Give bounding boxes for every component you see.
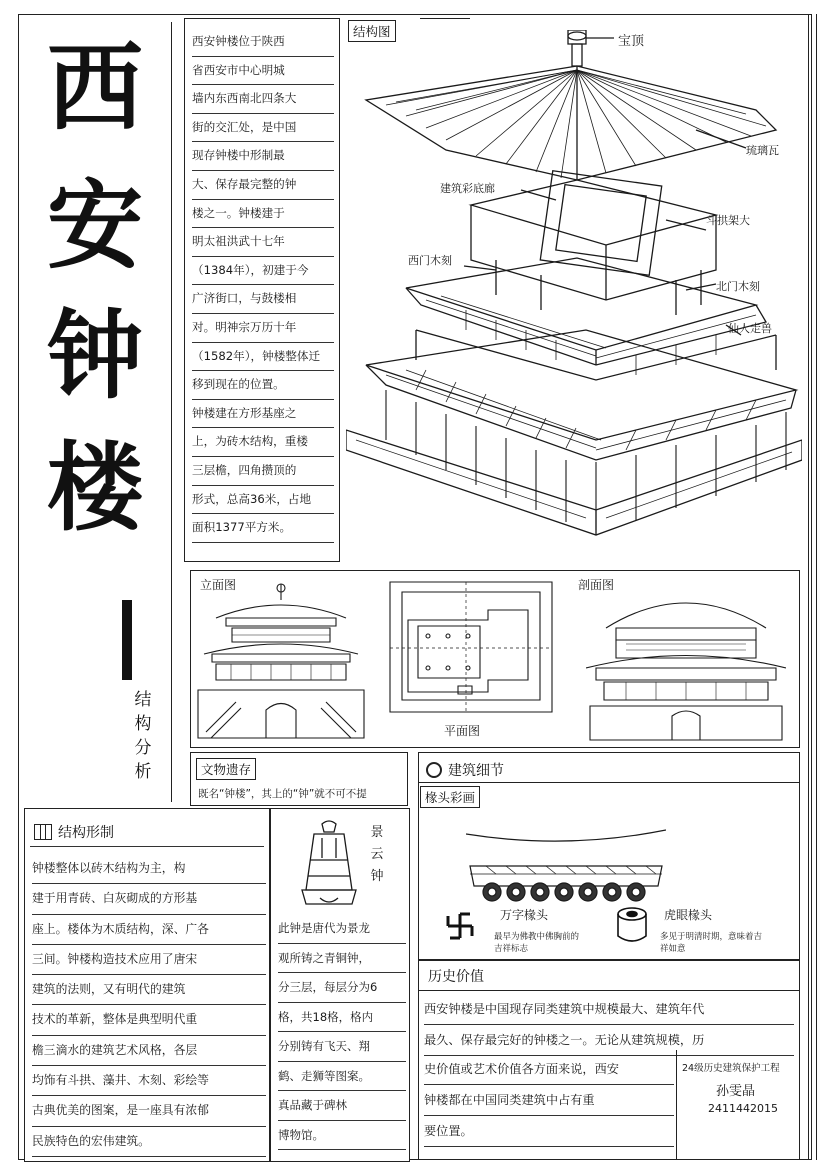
history-heading-underline <box>418 990 800 991</box>
structure-top-line <box>420 18 470 19</box>
relic-note: 既名“钟楼”，其上的“钟”就不可不提 <box>198 788 367 800</box>
label-dougong: 斗拱架大 <box>706 214 750 227</box>
rafter-painting-drawing <box>466 826 666 906</box>
title-char-lou: 楼 <box>47 432 143 544</box>
wanzi-desc-2: 吉祥标志 <box>494 944 529 954</box>
detail-heading: 建筑细节 <box>448 763 504 779</box>
wanzi-title: 万字椽头 <box>500 908 549 922</box>
plan-drawing <box>388 580 554 714</box>
subtitle-char: 析 <box>134 762 152 782</box>
tiger-eye-desc-1: 多见于明清时期，意味着吉 <box>660 932 763 942</box>
author-name: 孙雯晶 <box>716 1084 756 1099</box>
subtitle <box>128 688 158 784</box>
section-label: 剖面图 <box>578 578 615 592</box>
history-text-wide: 西安钟楼是中国现存同类建筑中规模最大、建筑年代 最久、保存最完好的钟楼之一。无论从建筑规模，历 <box>424 994 794 1056</box>
title-char-xi: 西 <box>47 32 143 144</box>
label-immortal: 仙人走兽 <box>728 322 772 335</box>
title-dash <box>122 600 132 680</box>
relic-heading: 文物遗存 <box>196 758 256 780</box>
author-divider <box>676 1050 677 1160</box>
label-top-finial: 宝顶 <box>618 34 645 49</box>
bell-icon <box>298 820 360 908</box>
elevation-drawing <box>196 582 366 742</box>
history-text-narrow: 史价值或艺术价值各方面来说，西安 钟楼都在中国同类建筑中占有重 要位置。 <box>424 1054 674 1147</box>
label-north-door: 北门木刻 <box>716 280 760 293</box>
right-margin-line <box>808 14 809 1160</box>
detail-heading-row <box>426 760 504 780</box>
magnifier-icon <box>426 762 442 778</box>
wanzi-rafter-icon <box>446 912 474 940</box>
grid-icon <box>34 824 52 840</box>
tiger-eye-desc-2: 祥如意 <box>660 944 686 954</box>
form-text: 钟楼整体以砖木结构为主，构 建于用青砖、白灰砌成的方形基 座上。楼体为木质结构，深、广各 三间。钟楼构造技术应用了唐宋 建筑的法则，又有明代的建筑 技术的革新，整体是典型明代重 檐三滴水的建筑艺术风格，各层 均饰有斗拱、藻井、木刻、彩绘等 古典优美的图案，是一座具有浓郁 民族特色的宏伟建筑。 <box>32 854 266 1157</box>
bell-label: 景 云 钟 <box>370 825 384 884</box>
author-id: 2411442015 <box>708 1102 778 1115</box>
subtitle-char: 分 <box>134 738 152 758</box>
elevation-label: 立面图 <box>200 578 237 592</box>
detail-sub-heading: 椽头彩画 <box>420 786 480 808</box>
author-class: 24级历史建筑保护工程 <box>682 1063 780 1074</box>
detail-heading-underline <box>418 782 800 783</box>
form-heading-underline <box>30 846 264 847</box>
label-glazed-tile: 琉璃瓦 <box>746 144 779 157</box>
label-west-door: 西门木刻 <box>408 254 452 267</box>
form-heading-row <box>34 822 114 842</box>
subtitle-char: 结 <box>134 690 152 710</box>
section-drawing <box>586 588 786 742</box>
relic-text: 此钟是唐代为景龙 观所铸之青铜钟， 分三层，每层分为6 格，共18格，格内 分别铸有飞天、翔 鹤、走狮等图案。 真品藏于碑林 博物馆。 <box>278 914 406 1150</box>
intro-text: 西安钟楼位于陕西 省西安市中心明城 墙内东西南北四条大 街的交汇处，是中国 现存钟楼中形制最 大、保存最完整的钟 楼之一。钟楼建于 明太祖洪武十七年 （1384年），初建于今 广济街口，与鼓楼相 对。明神宗万历十年 （1582年），钟楼整体迁 移到现在的位置。 钟楼建在方形基座之 上，为砖木结构，重楼 三层檐，四角攒顶的 形式，总高36米，占地 面积1377平方米。 <box>192 28 334 543</box>
tiger-eye-title: 虎眼椽头 <box>664 908 713 922</box>
right-margin-line-2 <box>816 14 817 1160</box>
title-char-an: 安 <box>47 170 143 282</box>
subtitle-char: 构 <box>134 714 152 734</box>
label-corridor: 建筑彩底廊 <box>440 182 495 195</box>
structure-heading: 结构图 <box>348 20 396 42</box>
form-heading: 结构形制 <box>58 825 114 841</box>
plan-label: 平面图 <box>444 724 481 738</box>
tiger-eye-rafter-icon <box>614 906 650 946</box>
history-heading: 历史价值 <box>428 969 484 985</box>
wanzi-desc-1: 最早为佛教中佛胸前的 <box>494 932 580 942</box>
clock-tower-isometric-drawing <box>346 30 802 564</box>
title-char-zhong: 钟 <box>47 300 143 412</box>
